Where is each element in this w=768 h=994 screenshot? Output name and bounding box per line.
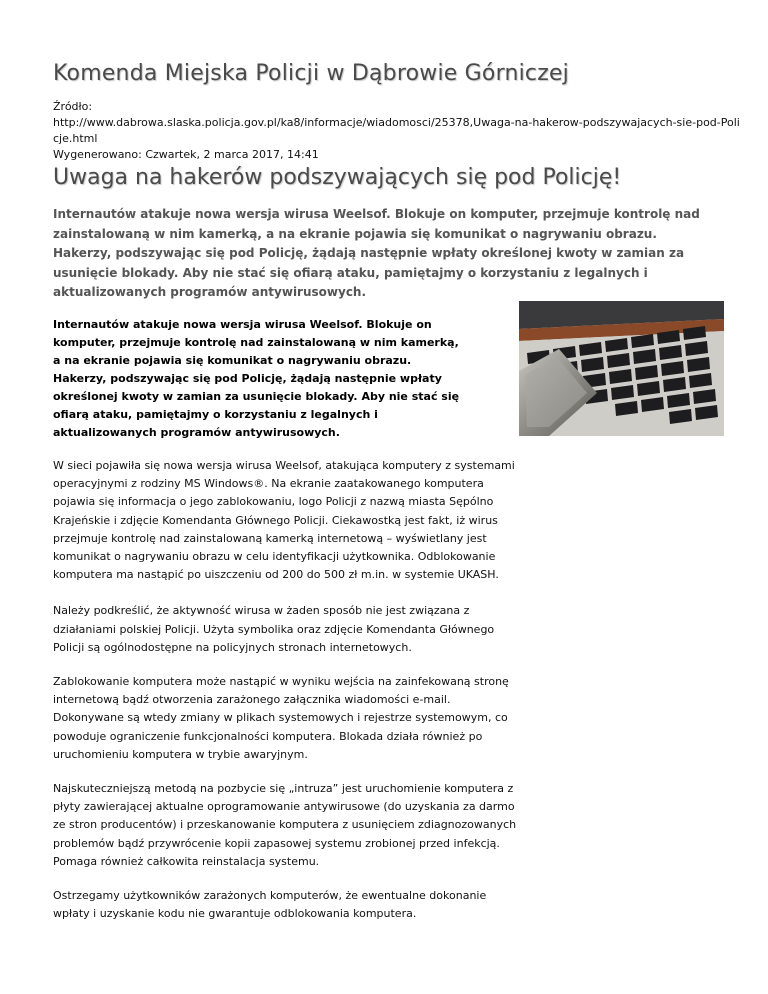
generated-date: Wygenerowano: Czwartek, 2 marca 2017, 14:41 <box>53 148 319 161</box>
article-paragraph: Zablokowanie komputera może nastąpić w wyniku wejścia na zainfekowaną stronę internetową bądź otworzenia zarażonego załącznika wiadomości e-mail. Dokonywane są wtedy zmiany w plikach systemowych i rejestrze systemowym, co powoduje ograniczenie funkcjonalności komputera. Blokada działa również po uruchomieniu komputera w trybie awaryjnym. <box>53 675 509 761</box>
article-body <box>53 457 523 939</box>
article-paragraph: Najskuteczniejszą metodą na pozbycie się „intruza” jest uruchomienie komputera z płyty zawierającej aktualne oprogramowanie antywirusowe (do uzyskania za darmo ze stron producentów) i przeskanowanie komputera z usunięciem zdiagnozowanych problemów bądź przywrócenie kopii zapasowej systemu zrobionej przed infekcją. Pomaga również całkowita reinstalacja systemu. <box>53 782 517 868</box>
source-label: Źródło: <box>53 100 93 113</box>
article-lead: Internautów atakuje nowa wersja wirusa Weelsof. Blokuje on komputer, przejmuje kontrolę nad zainstalowaną w nim kamerką, a na ekranie pojawia się komunikat o nagrywaniu obrazu. Hakerzy, podszywając się pod Policję, żądają następnie wpłaty określonej kwoty w zamian za usunięcie blokady. Aby nie stać się ofiarą ataku, pamiętajmy o korzystaniu z legalnych i aktualizowanych programów antywirusowych. <box>53 207 700 299</box>
document-meta <box>53 99 740 163</box>
site-title: Komenda Miejska Policji w Dąbrowie Górniczej <box>53 61 569 86</box>
article-paragraph: W sieci pojawiła się nowa wersja wirusa Weelsof, atakująca komputery z systemami operacyjnymi z rodziny MS Windows®. Na ekranie zaatakowanego komputera pojawia się informacja o jego zablokowaniu, logo Policji z nazwą miasta Sępólno Krajeńskie i zdjęcie Komendanta Głównego Policji. Ciekawostką jest fakt, iż wirus przejmuje kontrolę nad zainstalowaną kamerką internetową – wyświetlany jest komunikat o nagrywaniu obrazu w celu identyfikacji użytkownika. Odblokowanie komputera ma nastąpić po uiszczeniu od 200 do 500 zł m.in. w systemie UKASH. <box>53 459 515 582</box>
article-title: Uwaga na hakerów podszywających się pod Policję! <box>53 165 622 190</box>
source-url-line2: cje.html <box>53 132 98 145</box>
laptop-keyboard-image <box>519 301 724 436</box>
article-paragraph: Ostrzegamy użytkowników zarażonych komputerów, że ewentualne dokonanie wpłaty i uzyskanie kodu nie gwarantuje odblokowania komputera. <box>53 889 487 921</box>
article-photo <box>519 301 724 436</box>
article-paragraph: Należy podkreślić, że aktywność wirusa w żaden sposób nie jest związana z działaniami polskiej Policji. Użyta symbolika oraz zdjęcie Komendanta Głównego Policji są ogólnodostępne na policyjnych stronach internetowych. <box>53 604 495 654</box>
source-url-line1: http://www.dabrowa.slaska.policja.gov.pl/ka8/informacje/wiadomosci/25378,Uwaga-na-hakerow-podszywajacych-sie-pod-Poli <box>53 116 740 129</box>
article-intro: Internautów atakuje nowa wersja wirusa Weelsof. Blokuje on komputer, przejmuje kontrolę nad zainstalowaną w nim kamerką, a na ekranie pojawia się komunikat o nagrywaniu obrazu. Hakerzy, podszywając się pod Policję, żądają następnie wpłaty określonej kwoty w zamian za usunięcie blokady. Aby nie stać się ofiarą ataku, pamiętajmy o korzystaniu z legalnych i aktualizowanych programów antywirusowych. <box>53 318 460 439</box>
